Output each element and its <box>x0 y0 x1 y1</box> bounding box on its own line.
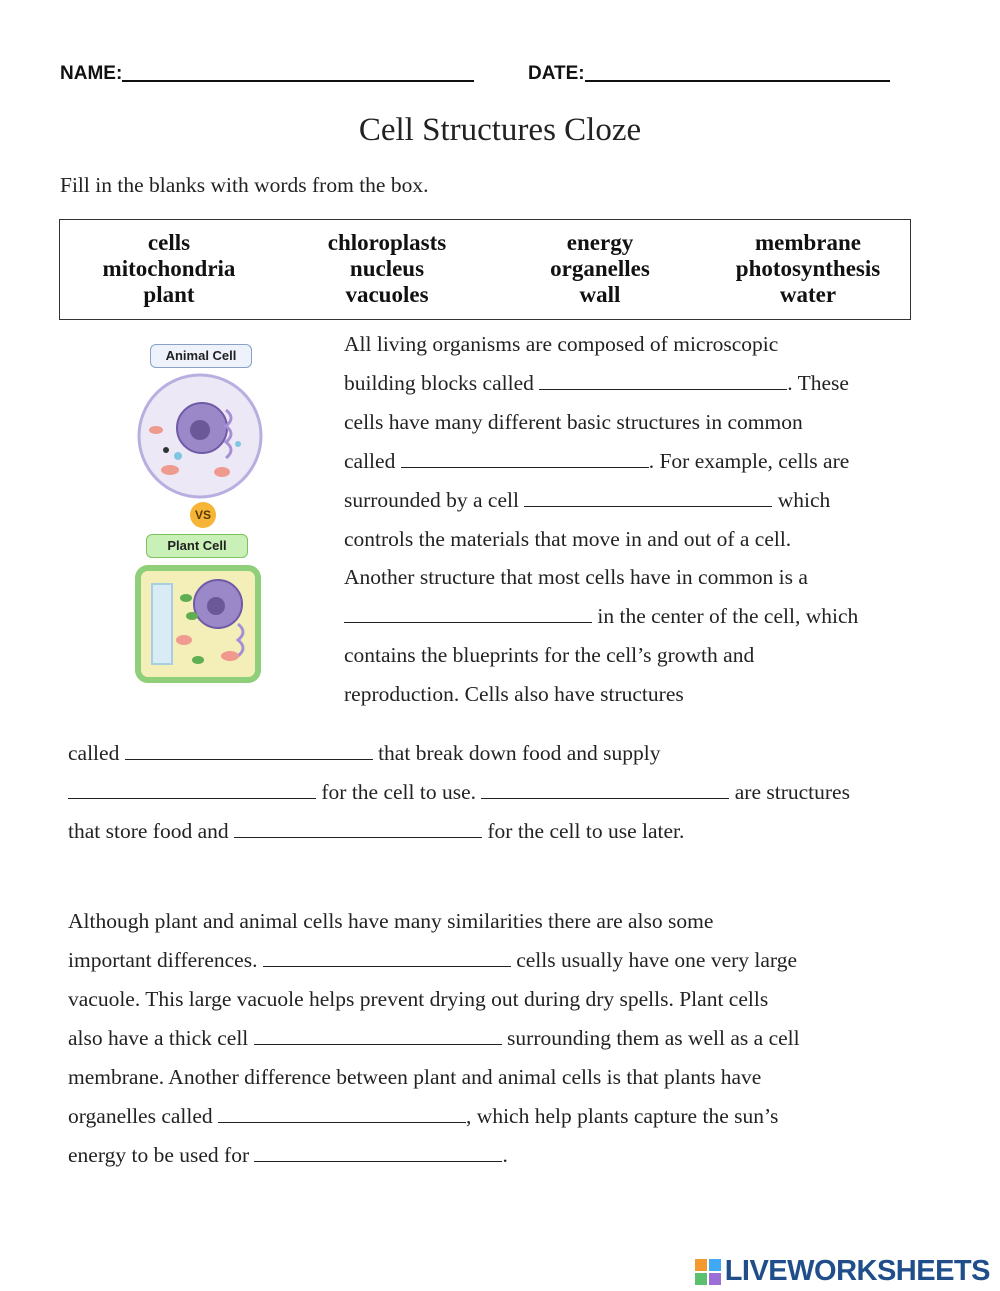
paragraph-text: controls the materials that move in and out of a cell. <box>344 526 792 551</box>
paragraph-text: energy to be used for <box>68 1143 255 1167</box>
fill-in-blank[interactable] <box>539 371 787 390</box>
paragraph-text: organelles called <box>68 1104 219 1128</box>
paragraph-text: membrane. Another difference between plant and animal cells is that plants have <box>68 1065 762 1089</box>
fill-in-blank[interactable] <box>254 1143 502 1162</box>
word-bank-word: membrane <box>754 230 862 255</box>
name-label: NAME: <box>60 63 123 84</box>
paragraph-text: which <box>772 487 831 512</box>
fill-in-blank[interactable] <box>524 488 772 507</box>
paragraph-text: building blocks called <box>344 370 540 395</box>
paragraph-text: . For example, cells are <box>648 448 850 473</box>
word-bank-column <box>278 230 496 308</box>
paragraph-line <box>344 332 778 357</box>
liveworksheets-logo <box>695 1255 990 1288</box>
paragraph-text: All living organisms are composed of microscopic <box>344 332 779 356</box>
paragraph-text: Another structure that most cells have in common is a <box>344 565 808 590</box>
word-bank-word: energy <box>566 230 634 255</box>
paragraph-text: called <box>344 448 401 473</box>
animal-cell-icon <box>130 372 270 502</box>
paragraph-line <box>68 987 768 1012</box>
paragraph-text: cells have many different basic structures in common <box>344 409 803 434</box>
fill-in-blank[interactable] <box>125 741 373 760</box>
plant-cell-icon <box>134 564 264 686</box>
paragraph-line <box>344 371 849 396</box>
fill-in-blank[interactable] <box>68 780 316 799</box>
paragraph-line <box>68 741 661 766</box>
word-bank <box>59 219 911 320</box>
paragraph-text: called <box>68 741 125 765</box>
liveworksheets-logo-icon <box>695 1259 721 1285</box>
paragraph-line <box>68 909 713 934</box>
liveworksheets-logo-text: LIVEWORKSHEETS <box>724 1255 990 1287</box>
word-bank-word: nucleus <box>349 256 425 281</box>
word-bank-word: wall <box>579 282 621 307</box>
fill-in-blank[interactable] <box>401 449 649 468</box>
fill-in-blank[interactable] <box>218 1104 466 1123</box>
paragraph-text: surrounded by a cell <box>344 487 525 512</box>
word-bank-column <box>704 230 912 308</box>
paragraph-line <box>68 1143 508 1168</box>
word-bank-column <box>496 230 704 308</box>
plant-cell-label: Plant Cell <box>146 534 248 558</box>
date-field[interactable] <box>528 60 890 85</box>
paragraph-text: in the center of the cell, which <box>592 604 859 629</box>
word-bank-word: mitochondria <box>102 256 236 281</box>
paragraph-text: that break down food and supply <box>372 741 661 765</box>
paragraph-text: contains the blueprints for the cell’s growth and <box>344 643 755 668</box>
paragraph-text: for the cell to use later. <box>482 819 685 843</box>
fill-in-blank[interactable] <box>344 604 592 623</box>
word-bank-word: chloroplasts <box>327 230 447 255</box>
name-field[interactable] <box>60 60 474 85</box>
paragraph-line <box>68 780 850 805</box>
animal-cell-label: Animal Cell <box>150 344 252 368</box>
paragraph-text: cells usually have one very large <box>510 948 797 972</box>
paragraph-text: for the cell to use. <box>316 780 482 804</box>
paragraph-text: . <box>502 1143 508 1167</box>
word-bank-word: organelles <box>550 256 650 281</box>
paragraph-text: , which help plants capture the sun’s <box>466 1104 779 1128</box>
name-blank[interactable] <box>122 60 474 82</box>
word-bank-word: water <box>779 282 837 307</box>
word-bank-word: vacuoles <box>345 282 429 307</box>
paragraph-line <box>68 1104 778 1129</box>
paragraph-text: important differences. <box>68 948 263 972</box>
paragraph-line <box>344 449 849 474</box>
paragraph-line <box>344 604 858 629</box>
fill-in-blank[interactable] <box>254 1026 502 1045</box>
word-bank-column <box>60 230 278 308</box>
vs-badge: VS <box>190 502 216 528</box>
paragraph-line <box>344 527 791 552</box>
paragraph-line <box>68 948 797 973</box>
paragraph-line <box>344 488 830 513</box>
paragraph-line <box>344 410 803 435</box>
fill-in-blank[interactable] <box>481 780 729 799</box>
paragraph-line <box>68 1026 800 1051</box>
date-label: DATE: <box>528 63 585 84</box>
cell-comparison-figure <box>130 340 270 690</box>
paragraph-text: surrounding them as well as a cell <box>501 1026 800 1050</box>
paragraph-line <box>68 819 684 844</box>
paragraph-line <box>344 682 684 707</box>
paragraph-text: vacuole. This large vacuole helps prevent drying out during dry spells. Plant cells <box>68 987 769 1011</box>
date-blank[interactable] <box>585 60 890 82</box>
word-bank-word: photosynthesis <box>735 256 881 281</box>
paragraph-text: that store food and <box>68 819 234 843</box>
page-title: Cell Structures Cloze <box>358 112 642 148</box>
paragraph-line <box>344 643 754 668</box>
paragraph-text: Although plant and animal cells have many similarities there are also some <box>68 909 714 933</box>
paragraph-line <box>68 1065 761 1090</box>
paragraph-text: reproduction. Cells also have structures <box>344 682 684 707</box>
word-bank-word: plant <box>143 282 195 307</box>
paragraph-line <box>344 565 808 590</box>
paragraph-text: also have a thick cell <box>68 1026 254 1050</box>
word-bank-word: cells <box>147 230 191 255</box>
instructions: Fill in the blanks with words from the box. <box>60 173 429 197</box>
fill-in-blank[interactable] <box>263 948 511 967</box>
paragraph-text: are structures <box>729 780 850 804</box>
fill-in-blank[interactable] <box>234 819 482 838</box>
paragraph-text: . These <box>787 370 849 395</box>
